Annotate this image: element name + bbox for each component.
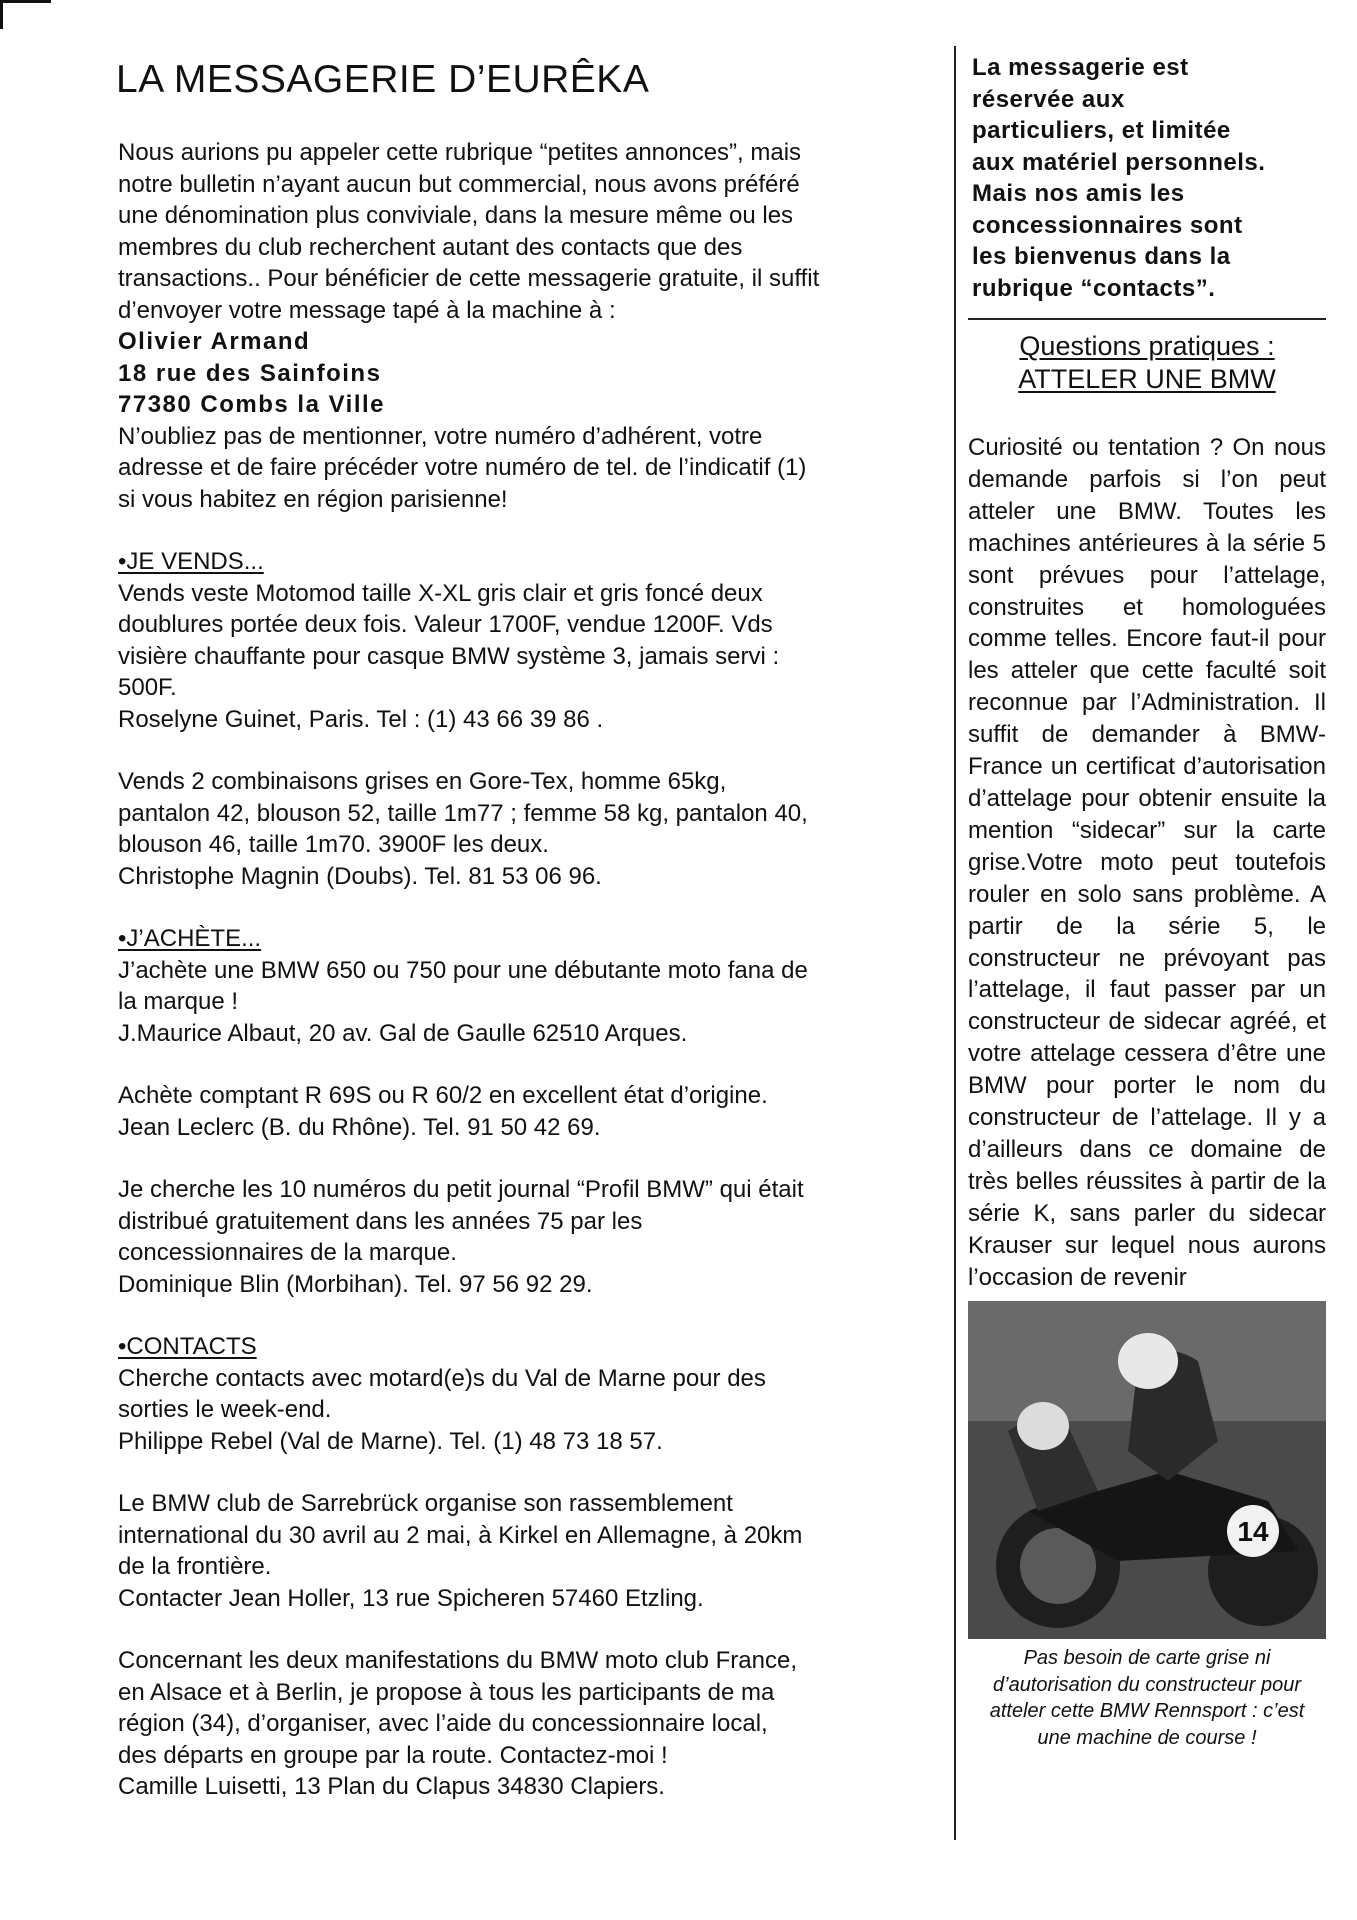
- ad-line: visière chauffante pour casque BMW système 3, jamais servi :: [118, 642, 780, 670]
- ad-item: [118, 578, 918, 736]
- address-name: Olivier Armand: [118, 328, 311, 355]
- intro-line: adresse et de faire précéder votre numéro de tel. de l’indicatif (1): [118, 454, 807, 481]
- column-divider: [954, 46, 956, 1840]
- intro-line: notre bulletin n’ayant aucun but commercial, nous avons préféré: [118, 170, 800, 198]
- ad-item: [118, 1645, 918, 1803]
- address-street: 18 rue des Sainfoins: [118, 359, 382, 387]
- notice-line: les bienvenus dans la: [972, 243, 1231, 270]
- ad-line: J.Maurice Albaut, 20 av. Gal de Gaulle 62510 Arques.: [118, 1019, 688, 1047]
- ad-line: pantalon 42, blouson 52, taille 1m77 ; femme 58 kg, pantalon 40,: [118, 799, 808, 827]
- questions-body: Curiosité ou tentation ? On nous demande parfois si l’on peut atteler une BMW. Toutes les machines antérieures à la série 5 sont prévues pour l’attelage, construites et homologuées comme telles. Encore faut-il pour les atteler que cette faculté soit reconnue par l’Administration. Il suffit de demander à BMW-France un certificat d’autorisation d’attelage pour obtenir ensuite la mention “sidecar” sur la carte grise.Votre moto peut toutefois rouler en solo sans problème. A partir de la série 5, le constructeur ne prévoyant pas l’attelage, il faut passer par un constructeur de sidecar agréé, et votre attelage cessera d’être une BMW pour porter le nom du constructeur de l’attelage. Il y a d’ailleurs dans ce domaine de très belles réussites à partir de la série K, sans parler du sidecar Krauser sur lequel nous aurons l’occasion de revenir: [968, 434, 1326, 1291]
- photo-caption: [968, 1645, 1326, 1751]
- ad-line: Philippe Rebel (Val de Marne). Tel. (1) 48 73 18 57.: [118, 1427, 663, 1455]
- ad-line: doublures portée deux fois. Valeur 1700F, vendue 1200F. Vds: [118, 611, 773, 638]
- ad-line: distribué gratuitement dans les années 75 par les: [118, 1207, 643, 1235]
- intro-line: N’oubliez pas de mentionner, votre numéro d’adhérent, votre: [118, 422, 763, 450]
- ad-line: Vends 2 combinaisons grises en Gore-Tex, homme 65kg,: [118, 768, 727, 795]
- intro-line: une dénomination plus conviviale, dans la mesure même ou les: [118, 202, 794, 229]
- intro-line: Nous aurions pu appeler cette rubrique “petites annonces”, mais: [118, 139, 802, 166]
- ad-item: [118, 766, 918, 892]
- ad-item: [118, 1488, 918, 1614]
- notice-line: La messagerie est: [972, 54, 1189, 81]
- ad-line: en Alsace et à Berlin, je propose à tous les participants de ma: [118, 1678, 775, 1706]
- motorcycle-photo: [968, 1301, 1326, 1639]
- ad-line: Camille Luisetti, 13 Plan du Clapus 34830 Clapiers.: [118, 1773, 665, 1800]
- intro-line: transactions.. Pour bénéficier de cette messagerie gratuite, il suffit: [118, 265, 820, 292]
- intro-line: d’envoyer votre message tapé à la machine à :: [118, 296, 616, 324]
- intro-line: si vous habitez en région parisienne!: [118, 485, 508, 513]
- notice-line: particuliers, et limitée: [972, 117, 1231, 144]
- notice-line: réservée aux: [972, 85, 1125, 113]
- ad-line: de la frontière.: [118, 1553, 272, 1580]
- ad-line: sorties le week-end.: [118, 1396, 332, 1423]
- ad-line: Concernant les deux manifestations du BMW moto club France,: [118, 1647, 797, 1674]
- notice-line: rubrique “contacts”.: [972, 274, 1216, 302]
- caption-line: atteler cette BMW Rennsport : c’est: [989, 1700, 1305, 1723]
- ad-line: Achète comptant R 69S ou R 60/2 en excellent état d’origine.: [118, 1082, 768, 1109]
- section-heading-achete: •J’ACHÈTE...: [118, 925, 262, 952]
- race-number: 14: [1237, 1516, 1269, 1548]
- address-city: 77380 Combs la Ville: [118, 391, 386, 418]
- questions-heading: [968, 330, 1326, 396]
- ad-item: [118, 1363, 918, 1458]
- ad-line: Le BMW club de Sarrebrück organise son rassemblement: [118, 1490, 733, 1517]
- ad-line: Jean Leclerc (B. du Rhône). Tel. 91 50 42 69.: [118, 1113, 601, 1141]
- notice-line: Mais nos amis les: [972, 180, 1185, 207]
- ad-line: Contacter Jean Holler, 13 rue Spicheren 57460 Etzling.: [118, 1584, 704, 1612]
- questions-heading-line: ATTELER UNE BMW: [1018, 364, 1276, 394]
- caption-line: une machine de course !: [1037, 1726, 1257, 1749]
- notice-box: [968, 52, 1326, 304]
- section-heading-vends: •JE VENDS...: [118, 548, 264, 575]
- ad-line: Dominique Blin (Morbihan). Tel. 97 56 92 29.: [118, 1270, 593, 1298]
- section-heading-contacts: •CONTACTS: [118, 1333, 257, 1360]
- ad-line: Cherche contacts avec motard(e)s du Val de Marne pour des: [118, 1364, 766, 1392]
- sidebar-rule: [968, 318, 1326, 320]
- ad-item: [118, 1174, 918, 1300]
- ad-line: la marque !: [118, 988, 239, 1015]
- sidebar-column: [968, 52, 1326, 1751]
- ad-line: blouson 46, taille 1m70. 3900F les deux.: [118, 831, 549, 858]
- ad-line: des départs en groupe par la route. Contactez-moi !: [118, 1741, 668, 1769]
- intro-line: membres du club recherchent autant des contacts que des: [118, 233, 743, 261]
- notice-line: concessionnaires sont: [972, 211, 1243, 239]
- ad-line: international du 30 avril au 2 mai, à Kirkel en Allemagne, à 20km: [118, 1521, 803, 1549]
- ad-line: Christophe Magnin (Doubs). Tel. 81 53 06 96.: [118, 862, 602, 890]
- questions-heading-line: Questions pratiques :: [1019, 331, 1275, 361]
- intro-paragraph: [118, 137, 918, 515]
- motorcycle-illustration: [968, 1301, 1326, 1639]
- ad-line: concessionnaires de la marque.: [118, 1239, 457, 1266]
- ad-line: Roselyne Guinet, Paris. Tel : (1) 43 66 39 86 .: [118, 705, 604, 733]
- ad-line: Vends veste Motomod taille X-XL gris clair et gris foncé deux: [118, 579, 763, 607]
- caption-line: d’autorisation du constructeur pour: [993, 1673, 1301, 1696]
- caption-line: Pas besoin de carte grise ni: [1023, 1647, 1271, 1670]
- ad-item: [118, 1080, 918, 1143]
- ad-line: 500F.: [118, 674, 177, 701]
- page-title: LA MESSAGERIE D’EURÊKA: [116, 58, 650, 101]
- ad-line: Je cherche les 10 numéros du petit journal “Profil BMW” qui était: [118, 1176, 804, 1203]
- notice-line: aux matériel personnels.: [972, 148, 1266, 176]
- ad-line: J’achète une BMW 650 ou 750 pour une débutante moto fana de: [118, 956, 808, 984]
- corner-crop-mark: [0, 0, 51, 29]
- ad-line: région (34), d’organiser, avec l’aide du concessionnaire local,: [118, 1710, 768, 1737]
- main-column: [118, 55, 918, 1803]
- ad-item: [118, 955, 918, 1050]
